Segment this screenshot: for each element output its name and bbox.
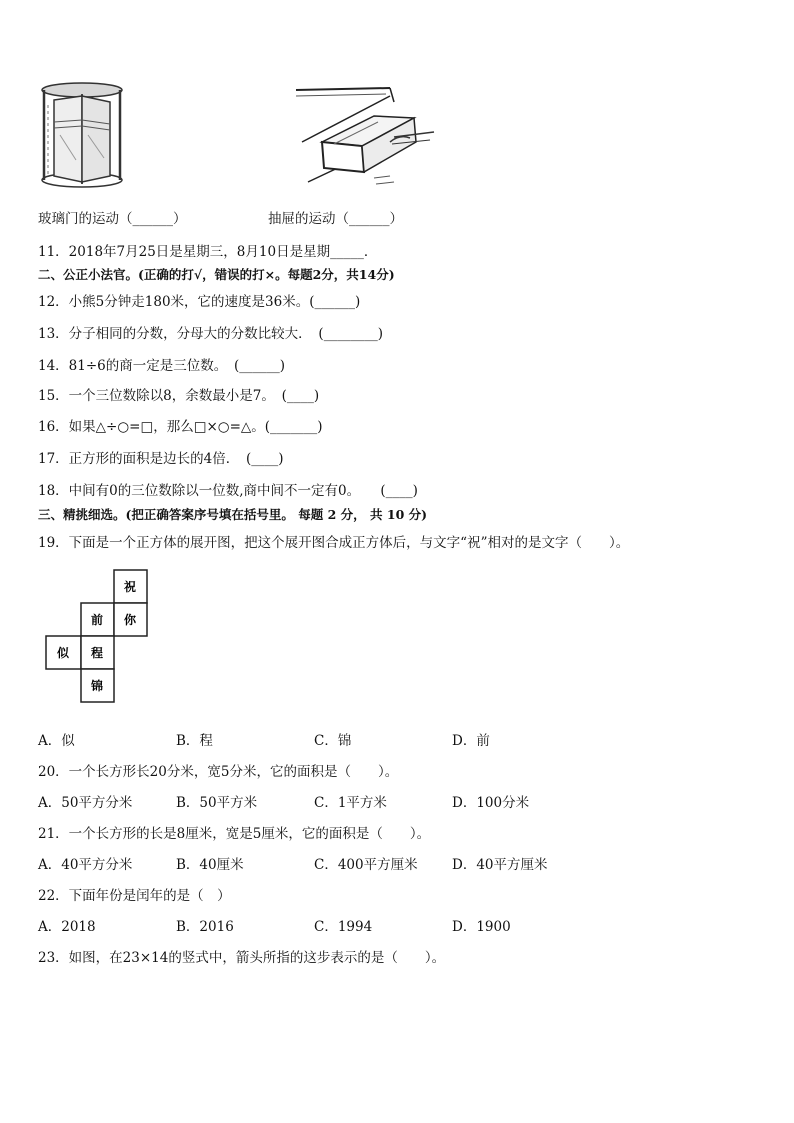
drawer-figure bbox=[294, 82, 444, 192]
question-13: 13．分子相同的分数，分母大的分数比较大． (________) bbox=[38, 326, 383, 342]
net-face-zhu: 祝 bbox=[123, 580, 137, 594]
q21-option-d: D．40平方厘米 bbox=[452, 857, 548, 873]
question-12: 12．小熊5分钟走180米，它的速度是36米。(______) bbox=[38, 294, 361, 310]
question-19: 19．下面是一个正方体的展开图，把这个展开图合成正方体后，与文字“祝”相对的是文字（ ）。 bbox=[38, 535, 630, 551]
glass-door-caption: 玻璃门的运动（______） bbox=[38, 211, 187, 227]
section-3-heading: 三、精挑细选。(把正确答案序号填在括号里。 每题 2 分， 共 10 分) bbox=[38, 507, 428, 522]
question-20: 20．一个长方形长20分米，宽5分米，它的面积是（ ）。 bbox=[38, 764, 399, 780]
q22-option-d: D．1900 bbox=[452, 919, 511, 935]
q21-option-c: C．400平方厘米 bbox=[314, 857, 418, 873]
q19-option-a: A．似 bbox=[38, 733, 75, 749]
drawer-caption: 抽屉的运动（______） bbox=[268, 211, 403, 227]
q21-option-b: B．40厘米 bbox=[176, 857, 244, 873]
question-11: 11．2018年7月25日是星期三，8月10日是星期_____． bbox=[38, 244, 378, 260]
question-17: 17．正方形的面积是边长的4倍． (____) bbox=[38, 451, 284, 467]
q20-option-c: C．1平方米 bbox=[314, 795, 387, 811]
q21-option-a: A．40平方分米 bbox=[38, 857, 133, 873]
q22-option-a: A．2018 bbox=[38, 919, 96, 935]
q20-option-a: A．50平方分米 bbox=[38, 795, 133, 811]
net-face-si: 似 bbox=[56, 646, 70, 660]
glass-door-figure bbox=[38, 80, 128, 192]
q19-option-d: D．前 bbox=[452, 733, 490, 749]
question-18: 18．中间有0的三位数除以一位数,商中间不一定有0。 (____) bbox=[38, 483, 418, 499]
question-23: 23．如图，在23×14的竖式中，箭头所指的这步表示的是（ ）。 bbox=[38, 950, 446, 966]
net-face-qian: 前 bbox=[90, 613, 104, 627]
net-face-cheng: 程 bbox=[90, 646, 104, 660]
q22-option-b: B．2016 bbox=[176, 919, 234, 935]
q19-option-c: C．锦 bbox=[314, 733, 352, 749]
q20-option-b: B．50平方米 bbox=[176, 795, 258, 811]
question-16: 16．如果△÷○=□，那么□×○=△。(_______) bbox=[38, 419, 323, 435]
q20-option-d: D．100分米 bbox=[452, 795, 530, 811]
question-22: 22．下面年份是闰年的是（ ） bbox=[38, 888, 231, 904]
net-face-jin: 锦 bbox=[90, 679, 104, 693]
q19-option-b: B．程 bbox=[176, 733, 213, 749]
q22-option-c: C．1994 bbox=[314, 919, 373, 935]
question-21: 21．一个长方形的长是8厘米，宽是5厘米，它的面积是（ ）。 bbox=[38, 826, 431, 842]
section-2-heading: 二、公正小法官。(正确的打√，错误的打×。每题2分，共14分) bbox=[38, 267, 395, 282]
net-face-ni: 你 bbox=[123, 613, 137, 627]
question-14: 14．81÷6的商一定是三位数。 (______) bbox=[38, 358, 286, 374]
question-15: 15．一个三位数除以8，余数最小是7。 (____) bbox=[38, 388, 320, 404]
cube-net-figure bbox=[44, 568, 154, 708]
